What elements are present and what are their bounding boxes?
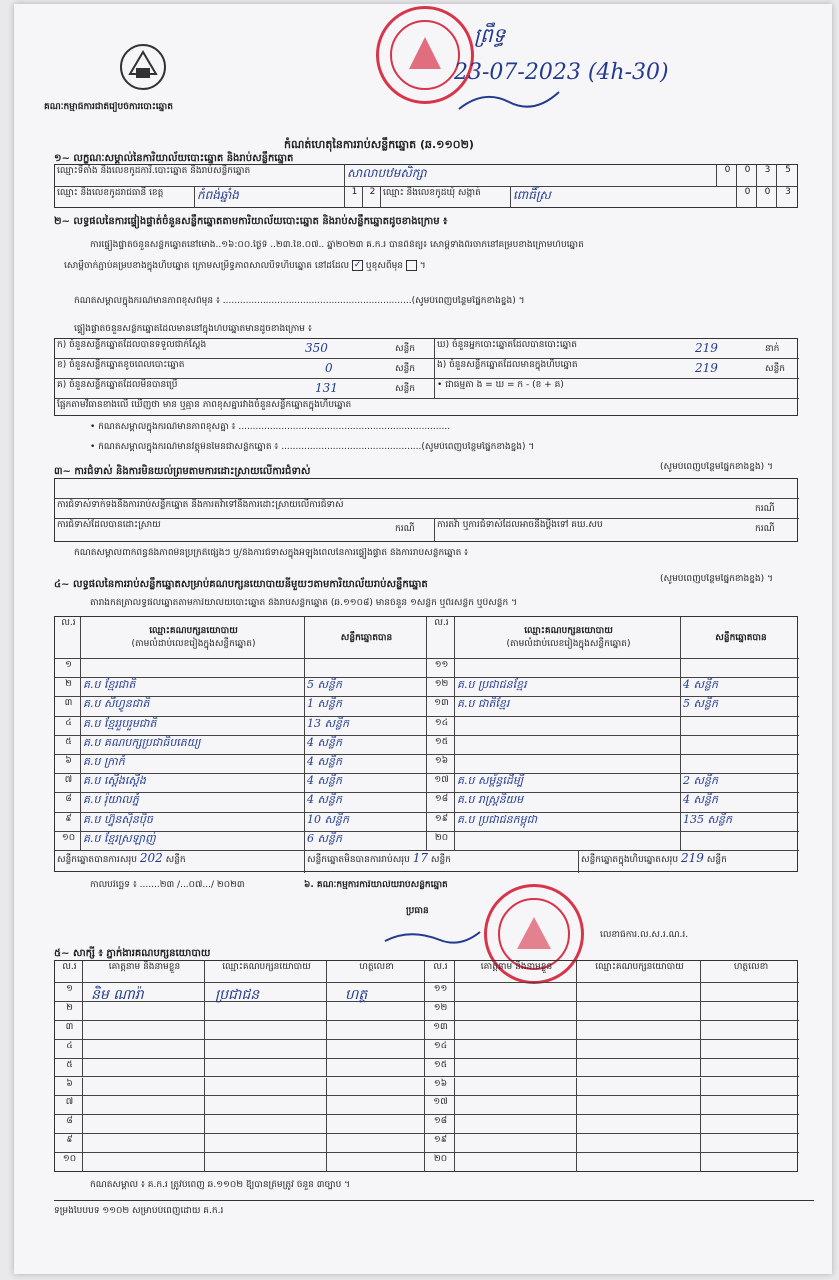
- witness-row-name: [83, 1134, 205, 1153]
- chair-signature-icon: [380, 926, 490, 956]
- result-row-votes: 6 សន្លឹក: [305, 832, 427, 851]
- col-no: ល.រ: [61, 618, 76, 628]
- result-row-party: គ.ប សម្ព័ន្ធដើម្បី: [455, 774, 681, 793]
- total-box: 219: [681, 851, 704, 865]
- witness-row-party: [205, 1096, 327, 1115]
- result-row-no: ៣: [55, 697, 81, 716]
- witness1-sign: ហត្ថ: [345, 987, 368, 1003]
- witness-table: [54, 960, 798, 1172]
- section2-heading: ២~ លទ្ធផលនៃការផ្ទៀងផ្ទាត់ចំនួនសន្លឹកឆ្នោតតាមការិយាល័យបោះឆ្នោត និងរាប់សន្លឹកឆ្នោតដូចខាងក្រោម ៖: [54, 216, 448, 227]
- row2b-code-digit: 0: [764, 187, 771, 197]
- witness1-name: និម ណារ៉ា: [91, 987, 144, 1003]
- result-row-no: ១២: [427, 678, 455, 697]
- witness-row-sign: [701, 1040, 799, 1059]
- witness-row-no: ១៧: [425, 1096, 455, 1115]
- ko-label: គ) ចំនួនសន្លឹកឆ្នោតដែលមិនបានប្រើ: [57, 380, 178, 390]
- witness-row-party: [577, 1021, 701, 1040]
- witness-row-name: [455, 983, 577, 1002]
- result-row-votes: 4 សន្លឹក: [681, 678, 799, 697]
- witness-row-name: [455, 1040, 577, 1059]
- total-invalid: 17: [412, 851, 428, 865]
- result-row-no: ៧: [55, 774, 81, 793]
- section1-table: [54, 164, 798, 208]
- result-row-no: ៩: [55, 813, 81, 832]
- page-title: កំណត់ហេតុនៃការរាប់សន្លឹកឆ្នោត (ឆ.១១០២): [284, 138, 474, 151]
- result-row-no: ១៤: [427, 717, 455, 736]
- witness-row-party: [577, 1153, 701, 1172]
- witness-row-no: ៩: [55, 1134, 83, 1153]
- kha-label: ខ) ចំនួនសន្លឹកឆ្នោតខូចពេលបោះឆ្នោត: [57, 360, 185, 370]
- row2-label: ឈ្មោះ និងលេខកូដរាជធានី ខេត្ត: [57, 188, 164, 198]
- witness-row-sign: [701, 1078, 799, 1097]
- result-row-party: គ.ប ខ្មែរជាតិ: [81, 678, 305, 697]
- witness-row-party: [577, 1134, 701, 1153]
- witness-row-no: ២០: [425, 1153, 455, 1172]
- col-votes: សន្លឹកឆ្នោតបាន: [340, 633, 393, 643]
- row2-label-b: ឈ្មោះ និងលេខកូដឃុំ សង្កាត់: [383, 188, 481, 198]
- result-row-votes: [681, 755, 799, 774]
- s5-footer-note: កំណត់សម្គាល់ ៖ គ.ក.រ ត្រូវបំពេញ ឆ.១១០២ ឱ្យបានត្រឹមត្រូវ ចំនួន ៣ច្បាប់ ។: [90, 1180, 351, 1190]
- w-col-sign: ហត្ថលេខា: [733, 962, 769, 972]
- result-row-votes: 4 សន្លឹក: [681, 793, 799, 812]
- result-row-votes: [681, 717, 799, 736]
- witness-row-no: ៣: [55, 1021, 83, 1040]
- witness-row-party: [577, 1096, 701, 1115]
- result-row-votes: [305, 659, 427, 678]
- witness-row-name: [455, 1059, 577, 1078]
- total-box-unit: សន្លឹក: [706, 855, 727, 865]
- witness-row-party: [205, 1059, 327, 1078]
- w-col-name: គោត្តនាម និងនាមខ្លួន: [480, 962, 553, 972]
- s2-line3: កំណត់សម្គាល់ក្នុងករណីមានភាពខុសពីមុន ៖ ..................................................................(សូមបំពេញបន្ថែមផ្នែកខាងខ្នង) ។: [74, 296, 525, 306]
- witness-row-no: ១៩: [425, 1134, 455, 1153]
- result-row-no: ៨: [55, 793, 81, 812]
- col-no: ល.រ: [434, 618, 449, 628]
- result-row-votes: [681, 736, 799, 755]
- objection-row2a: ការជំទាស់ដែលបានដោះស្រាយ: [57, 520, 161, 530]
- witness-row-sign: [327, 1002, 425, 1021]
- witness-row-no: ១១: [425, 983, 455, 1002]
- witness-row-no: ១០: [55, 1153, 83, 1172]
- w-col-party: ឈ្មោះគណបក្សនយោបាយ: [222, 962, 311, 972]
- result-row-no: ២០: [427, 832, 455, 851]
- row1-code-digit: 5: [785, 165, 791, 175]
- witness-row-name: [83, 1153, 205, 1172]
- result-row-no: ១០: [55, 832, 81, 851]
- w-col-name: គោត្តនាម និងនាមខ្លួន: [108, 962, 181, 972]
- result-row-party: [455, 736, 681, 755]
- witness-row-sign: [701, 1021, 799, 1040]
- witness-row-party: [577, 1059, 701, 1078]
- total-valid-unit: សន្លឹក: [165, 855, 186, 865]
- ka-unit: សន្លឹក: [395, 344, 415, 354]
- row1-code-digit: 0: [744, 165, 751, 175]
- w-col-sign: ហត្ថលេខា: [359, 962, 394, 972]
- witness-row-party: [205, 1021, 327, 1040]
- witness-row-name: [83, 1115, 205, 1134]
- result-row-party: គ.ប ខ្មែរស្រឡាញ់: [81, 832, 305, 851]
- result-row-party: គ.ប ខ្មែររួបរួមជាតិ: [81, 717, 305, 736]
- result-row-party: គ.ប គណបក្សប្រជាធិបតេយ្យ: [81, 736, 305, 755]
- case-label: ករណី: [755, 504, 775, 514]
- witness-row-sign: [327, 1059, 425, 1078]
- ka-label: ក) ចំនួនសន្លឹកឆ្នោតដែលបានទទួលជាក់ស្តែង: [57, 340, 207, 350]
- result-row-votes: 4 សន្លឹក: [305, 774, 427, 793]
- w-col-no: ល.រ: [62, 962, 77, 972]
- row2b-code-digit: 3: [785, 187, 791, 197]
- s2-note1: ផ្អែកតាមវិធានខាងលើ ឃើញថា មាន ឬគ្មាន ភាពខុសគ្នារវាងចំនួនសន្លឹកឆ្នោតក្នុងហិបឆ្នោត: [57, 400, 352, 410]
- witness-row-name: [455, 1021, 577, 1040]
- witness-row-sign: [701, 1059, 799, 1078]
- handwritten-date: 23-07-2023 (4h-30): [454, 60, 669, 85]
- witness-row-party: [577, 1002, 701, 1021]
- s2-line1: ការផ្ទៀងផ្ទាត់ចំនួនសន្លឹកឆ្នោតនៅម៉ោង..១៦:០០.ថ្ងៃទី ..២៣.ខែ.០៧.. ឆ្នាំ២០២៣ គ.ក.រ បានពិនិត្យ៖ សោម្ពីទាំងពីរចាក់នៅគម្របខាងក្រោមហិបឆ្នោត: [90, 240, 584, 250]
- col-party: ឈ្មោះគណបក្សនយោបាយ: [149, 626, 238, 636]
- witness-row-party: [205, 1115, 327, 1134]
- row2-code-digit: 1: [351, 187, 358, 197]
- col-votes: សន្លឹកឆ្នោតបាន: [715, 633, 767, 643]
- result-row-no: ២: [55, 678, 81, 697]
- nec-emblem-icon: [118, 42, 168, 92]
- witness-row-sign: [701, 1002, 799, 1021]
- ko-unit: សន្លឹក: [395, 384, 415, 394]
- case-label: ករណី: [755, 524, 775, 534]
- objection-table: [54, 478, 798, 542]
- s3-fill-note: (សូមបំពេញបន្ថែមផ្នែកខាងខ្នង) ។: [660, 574, 773, 584]
- total-invalid-label: សន្លឹកឆ្នោតមិនបានការរាប់សរុប: [307, 855, 410, 865]
- s2-note3: • កំណត់សម្គាល់ក្នុងករណីមានវត្ថុមិនមែនជាសន្លឹកឆ្នោត ៖ .................................................(សូមបំពេញបន្ថែមផ្នែកខាងខ្នង) ។: [90, 442, 535, 452]
- total-box-label: សន្លឹកឆ្នោតក្នុងហិបឆ្នោតសរុប: [581, 855, 679, 865]
- witness-row-sign: [701, 1096, 799, 1115]
- witness-row-sign: [701, 1153, 799, 1172]
- witness-row-party: [205, 1134, 327, 1153]
- witness-row-party: [205, 1040, 327, 1059]
- result-row-no: ១: [55, 659, 81, 678]
- s3-note: កំណត់សម្គាល់ពាក់ព័ន្ធនឹងភាពមិនប្រក្រតីផ្សេងៗ ឬ/និងការជំទាស់ក្នុងអំឡុងពេលនៃការផ្ទៀងផ្ទាត់ និងការរាប់សន្លឹកឆ្នោត ៖: [74, 548, 469, 558]
- changed-checkbox[interactable]: [406, 260, 417, 271]
- section4-heading: ៤~ លទ្ធផលនៃការរាប់សន្លឹកឆ្នោតសម្រាប់គណបក្សនយោបាយនីមួយៗតាមការិយាល័យរាប់សន្លឹកឆ្នោត: [54, 579, 428, 590]
- col-party-sub: (តាមលំដាប់លេខរៀងក្នុងសន្លឹកឆ្នោត): [506, 639, 631, 649]
- result-row-votes: 135 សន្លឹក: [681, 813, 799, 832]
- result-row-party: គ.ប ប្រជាជនកម្ពុជា: [455, 813, 681, 832]
- result-row-party: គ.ប ហ្វ៊ុនស៊ិនប៉ិច: [81, 813, 305, 832]
- witness-row-name: [455, 1002, 577, 1021]
- witness-row-sign: [327, 1134, 425, 1153]
- gha-label: ឃ) ចំនួនអ្នកបោះឆ្នោតដែលបានបោះឆ្នោត: [437, 340, 577, 350]
- section5-heading: ៥~ សាក្សី ៖ ភ្នាក់ងារគណបក្សនយោបាយ: [54, 948, 211, 959]
- witness-row-party: [577, 1078, 701, 1097]
- result-row-votes: [681, 659, 799, 678]
- witness-row-name: [455, 1078, 577, 1097]
- witness-row-no: ៥: [55, 1059, 83, 1078]
- row1-value: សាលាបឋមសិក្សា: [347, 166, 427, 180]
- s2-line2-changed: ឬខុសពីមុន: [365, 261, 404, 271]
- witness-row-party: [205, 1153, 327, 1172]
- result-row-votes: 5 សន្លឹក: [681, 697, 799, 716]
- witness-row-name: [455, 1115, 577, 1134]
- date-line: កាលបរិច្ឆេទ ៖ .......២៣ /...០៧.../ ២០២៣: [90, 880, 245, 890]
- kha-unit: សន្លឹក: [395, 364, 415, 374]
- col-party-sub: (តាមលំដាប់លេខរៀងក្នុងសន្លឹកឆ្នោត): [131, 639, 256, 649]
- s4-intro: តារាងកត់ត្រាលទ្ធផលឆ្នោតតាមការិយាល័យបោះឆ្នោត និងរាប់សន្លឹកឆ្នោត (ឆ.១១០៨) មានចំនួន ១សន្លឹក ឬពីរសន្លឹក ឬបីសន្លឹក ។: [90, 598, 517, 608]
- result-row-votes: 2 សន្លឹក: [681, 774, 799, 793]
- result-row-votes: 1 សន្លឹក: [305, 697, 427, 716]
- result-row-party: គ.ប ជាតិខ្មែរ: [455, 697, 681, 716]
- col-party: ឈ្មោះគណបក្សនយោបាយ: [524, 626, 613, 636]
- result-row-party: គ.ប ស្តើងស្តើង: [81, 774, 305, 793]
- gha-value: 219: [695, 341, 718, 355]
- footer-rule: [54, 1200, 814, 1201]
- result-row-no: ១៣: [427, 697, 455, 716]
- total-valid: 202: [139, 851, 163, 865]
- witness-row-no: ១៥: [425, 1059, 455, 1078]
- witness-row-name: [455, 1096, 577, 1115]
- result-row-votes: 4 សន្លឹក: [305, 736, 427, 755]
- objection-row1: ការជំទាស់ទាក់ទងនឹងការរាប់សន្លឹកឆ្នោត និងការតវ៉ាទៅនឹងការដោះស្រាយលើការជំទាស់: [57, 500, 344, 510]
- total-valid-label: សន្លឹកឆ្នោតបានការសរុប: [57, 855, 137, 865]
- row1-code-digit: 3: [764, 165, 771, 175]
- section1-heading: ១~ លក្ខណៈសម្គាល់នៃការិយាល័យបោះឆ្នោត និងរាប់សន្លឹកឆ្នោត: [54, 153, 294, 164]
- result-row-no: ៤: [55, 717, 81, 736]
- same-checkbox[interactable]: ✓: [353, 260, 362, 270]
- row2-value: កំពង់ឆ្នាំង: [197, 188, 239, 202]
- result-row-party: គ.ប ប្រជាជនខ្មែរ: [455, 678, 681, 697]
- signature-top-icon: [454, 84, 564, 114]
- gha-unit: នាក់: [765, 344, 780, 354]
- witness-row-no: ២: [55, 1002, 83, 1021]
- witness-row-no: ៧: [55, 1096, 83, 1115]
- result-row-votes: [681, 832, 799, 851]
- witness-row-sign: [701, 1115, 799, 1134]
- witness-row-sign: [327, 1078, 425, 1097]
- ng-value: 219: [695, 361, 718, 375]
- result-row-party: គ.ប រ៉ុយាលភ្នំ: [81, 793, 305, 812]
- witness-row-sign: [701, 983, 799, 1002]
- witness-row-no: ១: [55, 983, 83, 1002]
- ka-value: 350: [305, 341, 328, 355]
- row1-label: ឈ្មោះទីតាំង និងលេខកូដការិ.បោះឆ្នោត និងរាប់សន្លឹកឆ្នោត: [57, 166, 251, 176]
- witness-row-name: [455, 1134, 577, 1153]
- witness-row-sign: [327, 1115, 425, 1134]
- witness-row-name: [83, 1096, 205, 1115]
- witness-row-sign: [327, 1096, 425, 1115]
- witness-row-party: [577, 1040, 701, 1059]
- witness-row-no: ១២: [425, 1002, 455, 1021]
- result-row-votes: 10 សន្លឹក: [305, 813, 427, 832]
- chair-label: ប្រធាន: [406, 906, 429, 916]
- witness-row-no: ១៤: [425, 1040, 455, 1059]
- result-row-no: ១១: [427, 659, 455, 678]
- result-row-votes: 4 សន្លឹក: [305, 793, 427, 812]
- result-row-votes: 5 សន្លឹក: [305, 678, 427, 697]
- org-line: គណៈកម្មាធិការជាតិរៀបចំការបោះឆ្នោត: [44, 102, 173, 112]
- witness-row-sign: [327, 1040, 425, 1059]
- s2-line2-text: សោម្ពីចាក់ភ្ជាប់គម្របខាងក្នុងហិបឆ្នោត ក្រោមសម្រិទ្ធភាពសាលបិទហិបឆ្នោត នៅដដែល: [64, 261, 350, 271]
- witness-row-party: [577, 1115, 701, 1134]
- witness-row-sign: [701, 1134, 799, 1153]
- witness-row-no: ១៣: [425, 1021, 455, 1040]
- result-row-no: ១៥: [427, 736, 455, 755]
- total-invalid-unit: សន្លឹក: [430, 855, 451, 865]
- secretary-label: លេខាធិការ.ល.ស.រ.ណ.រ.: [600, 930, 689, 940]
- witness-row-party: [577, 983, 701, 1002]
- row2b-code-digit: 0: [744, 187, 751, 197]
- w-col-no: ល.រ: [433, 962, 448, 972]
- form-paper: [14, 4, 832, 1274]
- footer-form-code: ទម្រង់បែបបទ ១១០២ សម្រាប់បំពេញដោយ គ.ក.រ: [54, 1206, 224, 1216]
- result-row-votes: 4 សន្លឹក: [305, 755, 427, 774]
- ko-value: 131: [315, 381, 338, 395]
- witness-row-sign: [327, 983, 425, 1002]
- ng-unit: សន្លឹក: [765, 364, 785, 374]
- witness-row-sign: [327, 1153, 425, 1172]
- row1-code-digit: 0: [724, 165, 731, 175]
- w-col-party: ឈ្មោះគណបក្សនយោបាយ: [595, 962, 684, 972]
- objection-row2b: ការតវ៉ា ឬការជំទាស់ដែលអាចនឹងប្ដឹងទៅ គឃ.សប: [437, 520, 603, 530]
- result-row-party: គ.ប សីហ្វូនជាតិ: [81, 697, 305, 716]
- result-row-votes: 13 សន្លឹក: [305, 717, 427, 736]
- witness-row-party: [205, 1078, 327, 1097]
- witness-row-no: ៦: [55, 1078, 83, 1097]
- result-row-no: ១៦: [427, 755, 455, 774]
- result-row-party: [455, 832, 681, 851]
- result-row-party: [81, 659, 305, 678]
- kha-value: 0: [325, 361, 333, 375]
- row2-value-b: ពោធិ៍ស្រ: [513, 188, 551, 202]
- s2-note2: • កំណត់សម្គាល់ក្នុងករណីមានភាពខុសគ្នា ៖ ..........................................................................: [90, 422, 451, 432]
- result-row-no: ១៩: [427, 813, 455, 832]
- witness-row-name: [83, 1040, 205, 1059]
- s2-line4: ផ្ទៀងផ្ទាត់ចំនួនសន្លឹកឆ្នោតដែលមាននៅក្នុងហិបឆ្នោតមានដូចខាងក្រោម ៖: [74, 324, 312, 334]
- case-label: ករណី: [395, 524, 415, 534]
- witness-row-sign: [327, 1021, 425, 1040]
- row2-code-digit: 2: [369, 187, 376, 197]
- result-row-party: [455, 755, 681, 774]
- witness-row-name: [455, 1153, 577, 1172]
- ng-label: ង) ចំនួនសន្លឹកឆ្នោតដែលមានក្នុងហិបឆ្នោត: [437, 360, 578, 370]
- witness-row-name: [83, 1078, 205, 1097]
- s2-fill-note: (សូមបំពេញបន្ថែមផ្នែកខាងខ្នង) ។: [660, 462, 773, 472]
- s2-line2: សោម្ពីចាក់ភ្ជាប់គម្របខាងក្នុងហិបឆ្នោត ក្រោមសម្រិទ្ធភាពសាលបិទហិបឆ្នោត នៅដដែល ✓ ឬខុសពីមុន ។: [64, 260, 426, 271]
- result-row-party: គ.ប ក្រាកំ: [81, 755, 305, 774]
- section3-heading: ៣~ ការជំទាស់ និងការមិនយល់ព្រមតាមការដោះស្រាយលើការជំទាស់: [54, 466, 311, 477]
- results-table: [54, 616, 798, 872]
- witness-row-no: ៨: [55, 1115, 83, 1134]
- witness-row-name: [83, 1059, 205, 1078]
- handwritten-top: ព្រឹទ្ធ: [474, 23, 506, 47]
- result-row-party: [455, 659, 681, 678]
- result-row-no: ៦: [55, 755, 81, 774]
- witness-row-no: ១៨: [425, 1115, 455, 1134]
- witness1-party: ប្រជាជន: [215, 987, 260, 1003]
- result-row-party: [455, 717, 681, 736]
- result-row-no: ១៨: [427, 793, 455, 812]
- ballot-count-table: [54, 338, 798, 416]
- witness-row-name: [83, 1021, 205, 1040]
- result-row-no: ៥: [55, 736, 81, 755]
- formula: • ជាធម្មតា ង = ឃ = ក - (ខ + គ): [437, 380, 564, 390]
- result-row-party: គ.ប រាស្រ្តនិយម: [455, 793, 681, 812]
- witness-row-no: ៤: [55, 1040, 83, 1059]
- witness-row-no: ១៦: [425, 1078, 455, 1097]
- committee-label: ៦. គណៈកម្មការការិយាល័យរាប់សន្លឹកឆ្នោត: [304, 880, 448, 890]
- result-row-no: ១៧: [427, 774, 455, 793]
